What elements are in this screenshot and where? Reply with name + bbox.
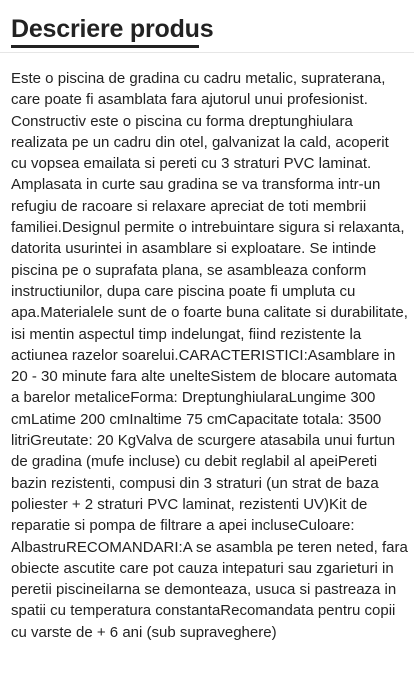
product-description-text: Este o piscina de gradina cu cadru metalic, supraterana, care poate fi asamblata fara ajutorul unui profesionist. Constructiv este o piscina cu forma dreptunghiulara realizata pe un cadru din otel, galvanizat la cald, acoperit cu vopsea emailata si pereti cu 3 straturi PVC laminat. Amplasata in curte sau gradina se va transforma intr-un refugiu de racoare si relaxare apreciat de toti membrii familiei.Designul permite o intrebuintare sigura si relaxanta, datorita usurintei in asamblare si exploatare. Se intinde piscina pe o suprafata plana, se asambleaza conform instructiunilor, dupa care piscina poate fi umpluta cu apa.Materialele sunt de o foarte buna calitate si durabilitate, isi mentin aspectul timp indelungat, fiind rezistente la actiunea razelor soarelui.CARACTERISTICI:Asamblare in 20 - 30 minute fara alte unelteSistem de blocare automata a barelor metaliceForma: DreptunghiularaLungime 300 cmLatime 200 cmInaltime 75 cmCapacitate totala: 3500 litriGreutate: 20 KgValva de scurgere atasabila unui furtun de gradina (mufe incluse) cu debit reglabil al apeiPereti bazin rezistenti, compusi din 3 straturi (un strat de baza poliester + 2 straturi PVC laminat, rezistenti UV)Kit de reparatie si pompa de filtrare a apei incluseCuloare: AlbastruRECOMANDARI:A se asambla pe teren neted, fara obiecte ascutite care pot cauza intepaturi sau zgarieturi in peretii piscineiIarna se demonteaza, usuca si pastreaza in spatii cu temperatura constantaRecomandata pentru copii cu varste de + 6 ani (sub supraveghere)	[11, 70, 408, 641]
section-header	[0, 0, 414, 53]
section-title: Descriere produs	[11, 15, 214, 43]
title-underline	[11, 45, 199, 48]
